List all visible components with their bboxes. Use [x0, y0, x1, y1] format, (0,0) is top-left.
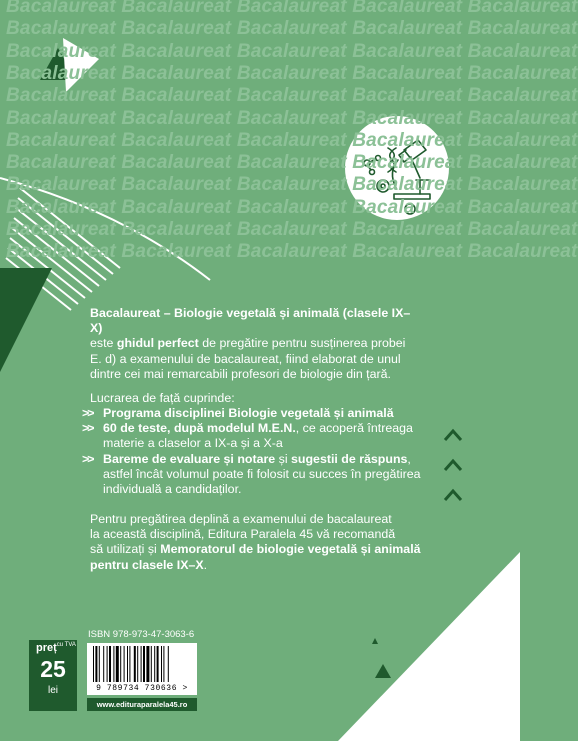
intro-paragraph — [90, 306, 420, 382]
barcode-bar — [124, 646, 125, 682]
chevron-up-icon — [445, 431, 461, 440]
barcode-bar — [137, 646, 138, 682]
barcode-bar — [134, 646, 136, 682]
barcode-bar — [161, 646, 162, 682]
barcode-bar — [151, 646, 152, 682]
barcode-bar — [141, 646, 142, 682]
barcode-bar — [107, 646, 108, 682]
price-value: 25 — [40, 656, 66, 682]
barcode-bar — [93, 646, 94, 682]
list-item: >> 60 de teste, după modelul M.E.N., ce acoperă întreaga materie a claselor a IX-a și a X-a — [82, 421, 413, 451]
small-dark-triangle-2 — [375, 664, 391, 678]
isbn-label: ISBN 978-973-47-3063-6 — [88, 629, 195, 640]
background-word-row: Bacalaureat Bacalaureat Bacalaureat Bacalaureat Bacalaureat — [6, 129, 578, 151]
barcode-bar — [157, 646, 159, 682]
background-word-row: Bacalaureat Bacalaureat Bacalaureat Bacalaureat Bacalaureat — [6, 62, 578, 84]
list-item: >> Bareme de evaluare și notare și sugestii de răspuns, astfel încât volumul poate fi folosit cu succes în pregătirea individuală a candidaților. — [82, 451, 421, 497]
background-word-row: Bacalaureat Bacalaureat Bacalaureat Bacalaureat Bacalaureat — [6, 219, 578, 240]
website-link[interactable]: www.edituraparalela45.ro — [96, 700, 188, 709]
dark-triangle-left — [0, 268, 52, 372]
background-word-row: Bacalaureat Bacalaureat Bacalaureat Bacalaureat Bacalaureat — [6, 196, 578, 218]
background-word-row: Bacalaureat Bacalaureat Bacalaureat Bacalaureat Bacalaureat — [6, 174, 578, 196]
barcode-bar — [129, 646, 130, 682]
background-word-row: Bacalaureat Bacalaureat Bacalaureat Bacalaureat Bacalaureat — [6, 40, 578, 62]
double-arrow-icon: >> — [82, 406, 93, 420]
barcode-bar — [99, 646, 100, 682]
barcode-digits: 9 789734 730636 > — [96, 684, 188, 693]
small-dark-triangle — [372, 638, 378, 644]
barcode-bar — [163, 646, 164, 682]
intro-title: Bacalaureat – Biologie vegetală și animală (clasele IX–X) — [90, 306, 411, 336]
background-word-row: Bacalaureat Bacalaureat Bacalaureat Bacalaureat Bacalaureat — [6, 152, 578, 174]
intro-line-3: E. d) a examenului de bacalaureat, fiind elaborat de unul — [90, 351, 401, 366]
price-currency: lei — [47, 685, 58, 696]
barcode-bar — [120, 646, 121, 682]
barcode-bars — [87, 643, 197, 685]
barcode-bar — [154, 646, 155, 682]
barcode-bar — [143, 646, 145, 682]
barcode-bar — [116, 646, 119, 682]
barcode-bar — [95, 646, 97, 682]
barcode-bar — [109, 646, 111, 682]
barcode-bar — [103, 646, 104, 682]
background-word-row: Bacalaureat Bacalaureat Bacalaureat Bacalaureat Bacalaureat — [6, 241, 578, 263]
barcode-bar — [146, 646, 149, 682]
white-triangle-bottom — [338, 552, 520, 741]
background-word-row: Bacalaureat Bacalaureat Bacalaureat Bacalaureat Bacalaureat — [6, 107, 578, 129]
list-item: >> Programa disciplinei Biologie vegetală și animală — [82, 406, 394, 420]
contents-lead: Lucrarea de față cuprinde: — [90, 391, 235, 405]
price-label: preț$^{cu TVA}$ — [36, 642, 76, 654]
background-word-row: Bacalaureat Bacalaureat Bacalaureat Bacalaureat Bacalaureat — [6, 0, 578, 17]
chevron-up-icon — [445, 461, 461, 470]
contents-list — [82, 406, 427, 497]
barcode-bar — [113, 646, 114, 682]
intro-line-2: este ghidul perfect de pregătire pentru susținerea probei — [90, 336, 406, 351]
barcode-bar — [168, 646, 169, 682]
chevron-up-icon — [445, 491, 461, 500]
closing-paragraph: Pentru pregătirea deplină a examenului de bacalaureat la această disciplină, Editura Paralela 45 vă recomandă să utilizați și Memoratorul de biologie vegetală și animală pentru clasele IX–X. — [90, 512, 421, 572]
barcode-bar — [127, 646, 128, 682]
background-word-row: Bacalaureat Bacalaureat Bacalaureat Bacalaureat Bacalaureat — [6, 85, 578, 107]
background-word-row: Bacalaureat Bacalaureat Bacalaureat Bacalaureat Bacalaureat — [6, 18, 578, 40]
intro-line-4: dintre cei mai remarcabili profesori de biologie din țară. — [90, 366, 391, 381]
chevron-up-icons — [445, 431, 461, 500]
double-arrow-icon: >> — [82, 451, 93, 466]
double-arrow-icon: >> — [82, 421, 93, 436]
